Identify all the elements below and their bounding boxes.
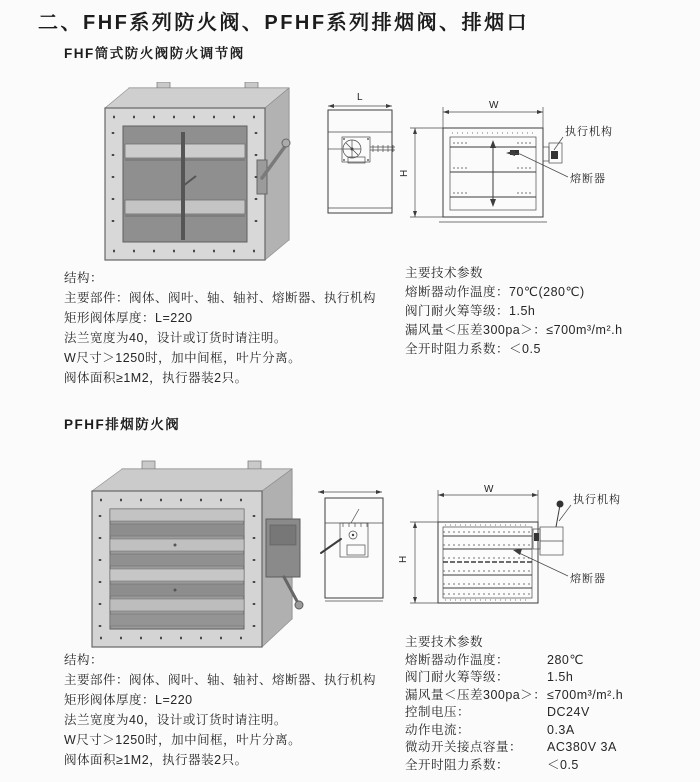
param-value: DC24V	[547, 705, 590, 719]
structure-line: 阀体面积≥1M2，执行器装2只。	[64, 371, 248, 385]
section2-heading: PFHF排烟防火阀	[64, 417, 181, 432]
louver-slat	[110, 584, 244, 596]
page-title: 二、FHF系列防火阀、PFHF系列排烟阀、排烟口	[38, 12, 530, 34]
param-value: 0.3A	[547, 722, 575, 737]
dim-label-h: H	[398, 555, 409, 563]
actuator-lever	[556, 505, 560, 527]
param-value: 70℃(280℃)	[509, 285, 585, 299]
param-row	[405, 704, 695, 722]
dim-label-w: W	[484, 484, 494, 495]
fhf-product-photo	[95, 82, 295, 262]
louver-slat	[110, 599, 244, 611]
callout-actuator: 执行机构	[573, 494, 621, 506]
valve-body-outline	[328, 110, 392, 213]
dim-label-w: W	[489, 100, 499, 111]
param-value: ≤700m³/m².h	[547, 687, 624, 702]
param-label: 漏风量＜压差300pa＞：	[405, 687, 547, 702]
structure-line: 矩形阀体厚度：L=220	[64, 693, 193, 707]
section2-structure-block	[64, 650, 404, 770]
section2-params-block	[405, 634, 695, 774]
louver-slat	[110, 539, 244, 551]
handle-lever	[321, 539, 341, 553]
param-row	[405, 283, 685, 302]
section1-params-block	[405, 264, 685, 359]
param-label: 全开时阻力系数：	[405, 757, 510, 772]
param-label: 熔断器动作温度：	[405, 652, 510, 667]
param-row	[405, 302, 685, 321]
structure-line: W尺寸＞1250时，加中间框，叶片分离。	[64, 351, 302, 365]
param-label: 熔断器动作温度：	[405, 285, 510, 299]
structure-line: 法兰宽度为40，设计或订货时请注明。	[64, 713, 287, 727]
param-row	[405, 739, 695, 757]
fhf-front-view-drawing	[398, 95, 670, 235]
pfhf-front-view-drawing	[396, 483, 686, 618]
callout-fuse: 熔断器	[570, 573, 606, 585]
param-value: 1.5h	[547, 670, 574, 684]
structure-line: 法兰宽度为40，设计或订货时请注明。	[64, 331, 287, 345]
callout-fuse: 熔断器	[570, 173, 606, 185]
top-face	[105, 88, 289, 108]
structure-title: 结构：	[64, 653, 104, 667]
param-label: 微动开关接点容量：	[405, 740, 523, 754]
louver-slat	[110, 554, 244, 566]
param-label: 阀门耐火筹等级：	[405, 670, 510, 684]
structure-line: 主要部件：阀体、阀叶、轴、轴衬、熔断器、执行机构	[64, 673, 377, 687]
louver-slat	[110, 614, 244, 626]
pfhf-product-photo	[70, 455, 315, 655]
actuator-outline	[340, 523, 368, 557]
section1-structure-block	[64, 268, 404, 388]
louver-slat	[110, 569, 244, 581]
section1-heading: FHF筒式防火阀防火调节阀	[64, 46, 245, 61]
dim-label-h: H	[399, 169, 410, 177]
param-value: ≤700m³/m².h	[546, 323, 623, 337]
param-value: 1.5h	[509, 304, 536, 318]
param-label: 全开时阻力系数：	[405, 342, 510, 356]
louver-slat	[110, 524, 244, 536]
param-value: ＜0.5	[547, 757, 579, 772]
param-value: ＜0.5	[509, 342, 541, 356]
params-title: 主要技术参数	[405, 635, 484, 649]
structure-line: 主要部件：阀体、阀叶、轴、轴衬、熔断器、执行机构	[64, 291, 377, 305]
param-label: 漏风量＜压差300pa＞：	[405, 323, 547, 337]
param-row	[405, 757, 695, 775]
param-value: 280℃	[547, 652, 584, 667]
top-face	[92, 469, 292, 491]
param-row	[405, 722, 695, 740]
param-value: AC380V 3A	[547, 740, 617, 754]
param-row	[405, 687, 695, 705]
param-label: 控制电压：	[405, 705, 471, 719]
small-lever	[351, 509, 359, 523]
param-label: 动作电流：	[405, 722, 471, 737]
louver-slat	[110, 509, 244, 521]
structure-title: 结构：	[64, 271, 104, 285]
params-title: 主要技术参数	[405, 266, 484, 280]
pfhf-side-view-drawing	[313, 487, 408, 612]
callout-actuator: 执行机构	[565, 126, 613, 138]
param-row	[405, 652, 695, 670]
param-row	[405, 669, 695, 687]
param-label: 阀门耐火筹等级：	[405, 304, 510, 318]
handle-knob	[282, 139, 290, 147]
param-row	[405, 340, 685, 359]
dim-label-l: L	[357, 92, 363, 103]
structure-line: W尺寸＞1250时，加中间框，叶片分离。	[64, 733, 302, 747]
actuator-stub	[543, 147, 549, 161]
param-row	[405, 321, 685, 340]
structure-line: 矩形阀体厚度：L=220	[64, 311, 193, 325]
valve-body-outline	[325, 498, 383, 598]
side-face	[265, 88, 289, 260]
structure-line: 阀体面积≥1M2，执行器装2只。	[64, 753, 248, 767]
